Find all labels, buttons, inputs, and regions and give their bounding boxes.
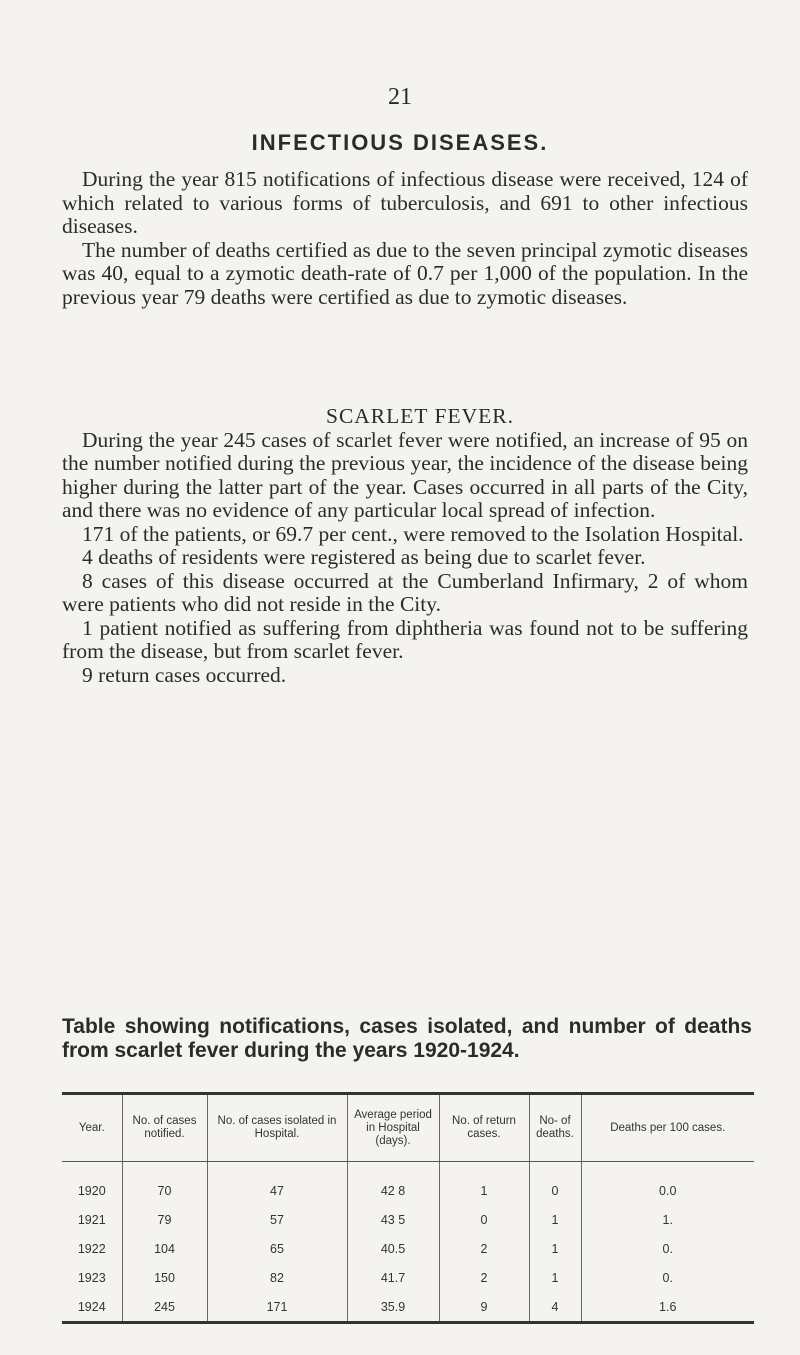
cell-notified: 245 (122, 1292, 207, 1323)
cell-period: 35.9 (347, 1292, 439, 1323)
scarlet-fever-table (62, 1092, 754, 1324)
intro-section (62, 168, 748, 309)
table-row (62, 1263, 754, 1292)
cell-isolated: 47 (207, 1162, 347, 1206)
cell-deaths: 1 (529, 1234, 581, 1263)
header-return: No. of return cases. (439, 1094, 529, 1162)
page-title: INFECTIOUS DISEASES. (251, 130, 549, 155)
cell-rate: 1.6 (581, 1292, 754, 1323)
cell-period: 41.7 (347, 1263, 439, 1292)
cell-return: 9 (439, 1292, 529, 1323)
scarlet-fever-section (62, 405, 748, 687)
cell-year: 1922 (77, 1241, 106, 1256)
cell-rate: 1. (581, 1205, 754, 1234)
scarlet-paragraph-3: 4 deaths of residents were registered as being due to scarlet fever. (82, 545, 646, 569)
table-row (62, 1292, 754, 1323)
cell-isolated: 171 (207, 1292, 347, 1323)
cell-return: 0 (439, 1205, 529, 1234)
cell-period: 40.5 (347, 1234, 439, 1263)
table-caption: Table showing notifications, cases isolated, and number of deaths from scarlet fever during the years 1920-1924. (62, 1015, 752, 1062)
cell-return: 2 (439, 1234, 529, 1263)
table-row (62, 1162, 754, 1206)
cell-return: 1 (439, 1162, 529, 1206)
header-notified: No. of cases notified. (122, 1094, 207, 1162)
cell-deaths: 1 (529, 1205, 581, 1234)
cell-deaths: 1 (529, 1263, 581, 1292)
header-period: Average period in Hospital (days). (347, 1094, 439, 1162)
cell-return: 2 (439, 1263, 529, 1292)
cell-rate: 0. (581, 1234, 754, 1263)
cell-year: 1921 (77, 1212, 106, 1227)
scarlet-paragraph-2: 171 of the patients, or 69.7 per cent., were removed to the Isolation Hospital. (82, 521, 744, 546)
cell-period: 43 5 (347, 1205, 439, 1234)
cell-deaths: 4 (529, 1292, 581, 1323)
intro-paragraph-1: During the year 815 notifications of infectious disease were received, 124 of which related to various forms of tuberculosis, and 691 to other infectious diseases. (62, 167, 748, 238)
cell-isolated: 57 (207, 1205, 347, 1234)
cell-isolated: 82 (207, 1263, 347, 1292)
scarlet-paragraph-4: 8 cases of this disease occurred at the Cumberland Infirmary, 2 of whom were patients who did not reside in the City. (62, 568, 748, 616)
cell-notified: 104 (122, 1234, 207, 1263)
cell-isolated: 65 (207, 1234, 347, 1263)
cell-notified: 150 (122, 1263, 207, 1292)
table-row (62, 1205, 754, 1234)
section-heading: SCARLET FEVER. (325, 404, 514, 428)
cell-rate: 0.0 (581, 1162, 754, 1206)
cell-notified: 70 (122, 1162, 207, 1206)
cell-rate: 0. (581, 1263, 754, 1292)
header-deaths: No- of deaths. (529, 1094, 581, 1162)
cell-notified: 79 (122, 1205, 207, 1234)
table-row (62, 1234, 754, 1263)
header-rate: Deaths per 100 cases. (581, 1094, 754, 1162)
header-isolated: No. of cases isolated in Hospital. (207, 1094, 347, 1162)
page-number: 21 (388, 84, 412, 110)
intro-paragraph-2: The number of deaths certified as due to the seven principal zymotic diseases was 40, equal to a zymotic death-rate of 0.7 per 1,000 of the population. In the previous year 79 deaths were certified as due to zymotic diseases. (62, 237, 748, 309)
cell-deaths: 0 (529, 1162, 581, 1206)
cell-year: 1923 (77, 1270, 106, 1285)
header-year: Year. (62, 1094, 122, 1162)
scarlet-paragraph-5: 1 patient notified as suffering from diphtheria was found not to be suffering from the disease, but from scarlet fever. (62, 615, 748, 663)
cell-period: 42 8 (347, 1162, 439, 1206)
scarlet-paragraph-6: 9 return cases occurred. (82, 662, 287, 687)
cell-year: 1920 (77, 1183, 106, 1198)
scarlet-paragraph-1: During the year 245 cases of scarlet fever were notified, an increase of 95 on the number notified during the previous year, the incidence of the disease being higher during the latter part of the year. Cases occurred in all parts of the City, and there was no evidence of any particular local spread of infection. (62, 427, 748, 522)
cell-year: 1924 (77, 1299, 106, 1314)
table-header-row (62, 1094, 754, 1162)
